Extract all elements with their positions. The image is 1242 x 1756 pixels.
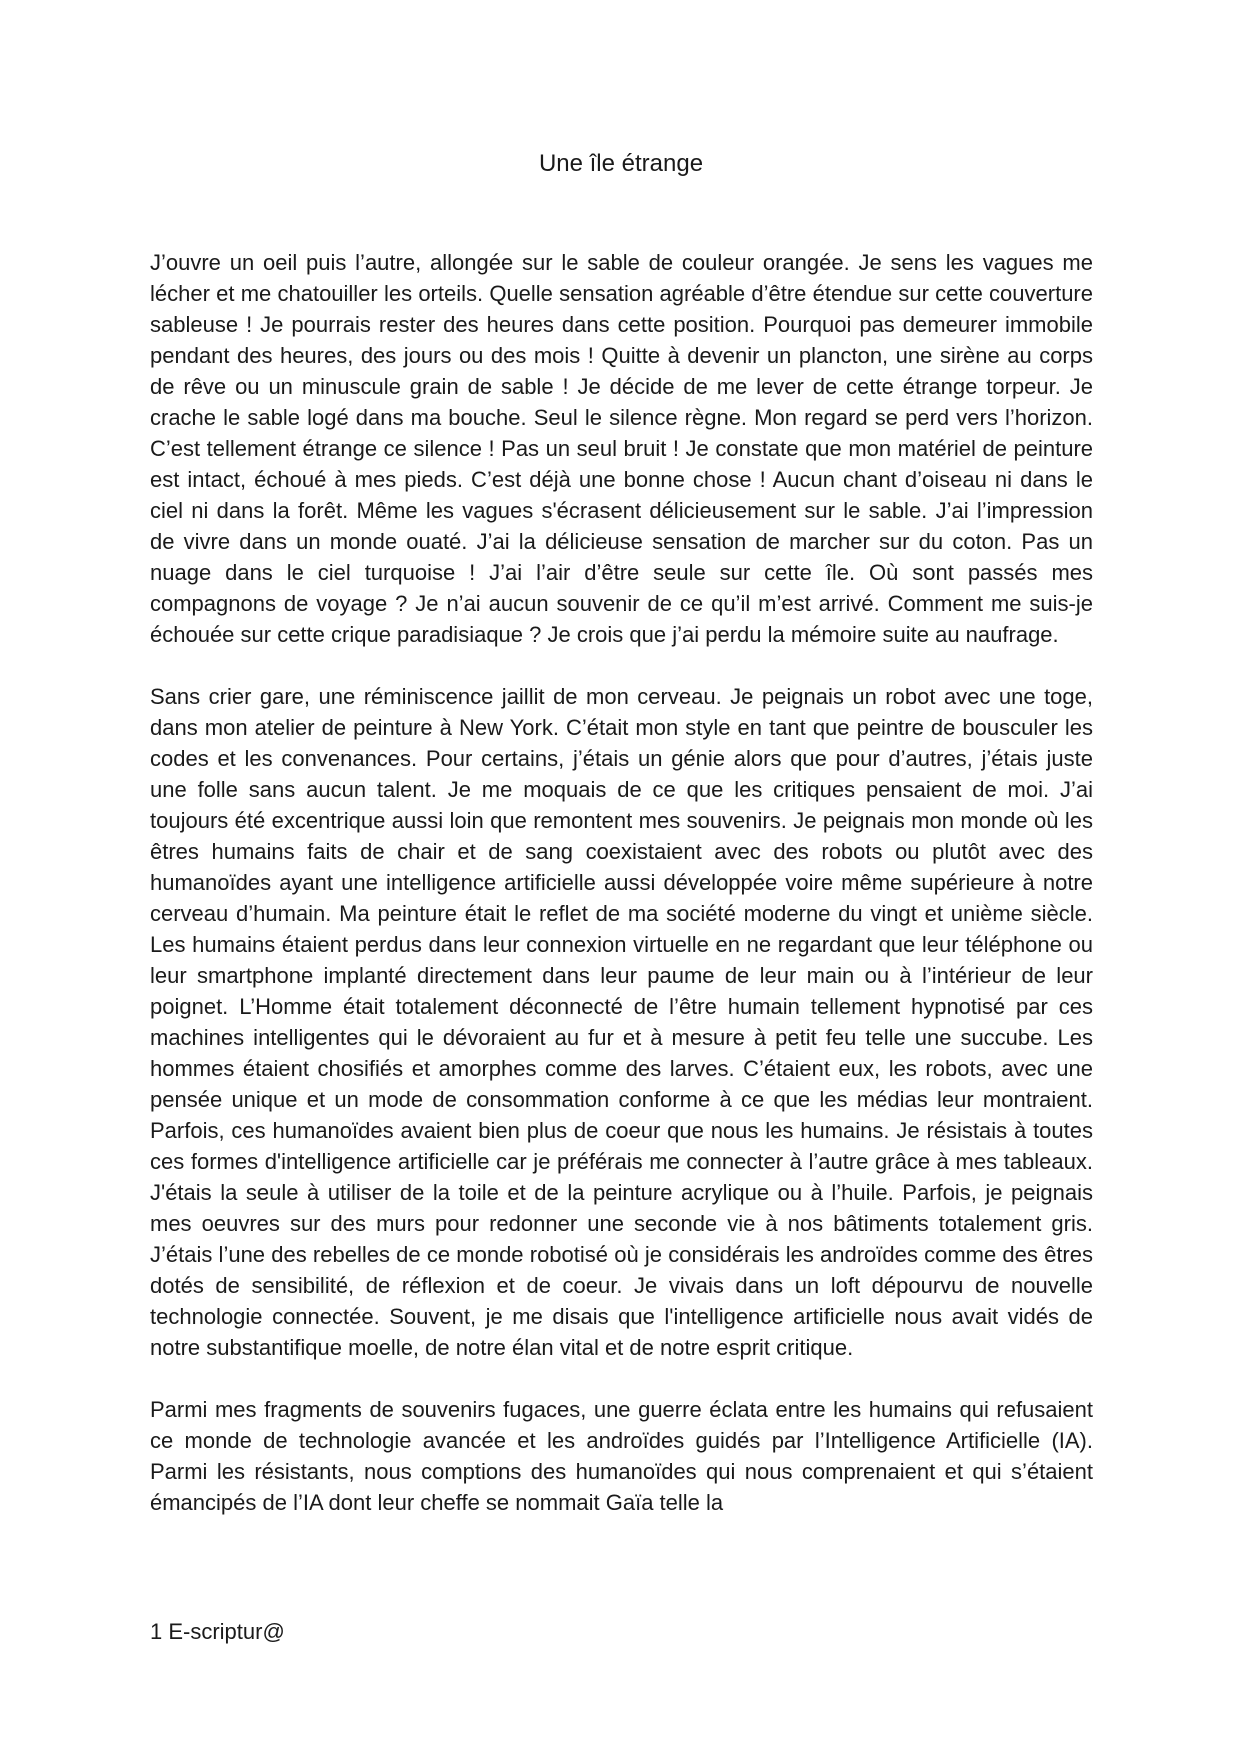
- paragraph: Parmi mes fragments de souvenirs fugaces, une guerre éclata entre les humains qui refusaient ce monde de technologie avancée et les androïdes guidés par l’Intelligence Artificielle (IA). Parmi les résistants, nous comptions des humanoïdes qui nous comprenaient et qui s’étaient émancipés de l’IA dont leur cheffe se nommait Gaïa telle la: [150, 1397, 1093, 1515]
- document-body: [150, 247, 1093, 1549]
- document-title: Une île étrange: [538, 150, 704, 177]
- page-footer: 1 E-scriptur@: [150, 1619, 285, 1644]
- paragraph: J’ouvre un oeil puis l’autre, allongée sur le sable de couleur orangée. Je sens les vagues me lécher et me chatouiller les orteils. Quelle sensation agréable d’être étendue sur cette couverture sableuse ! Je pourrais rester des heures dans cette position. Pourquoi pas demeurer immobile pendant des heures, des jours ou des mois ! Quitte à devenir un plancton, une sirène au corps de rêve ou un minuscule grain de sable ! Je décide de me lever de cette étrange torpeur. Je crache le sable logé dans ma bouche. Seul le silence règne. Mon regard se perd vers l’horizon. C’est tellement étrange ce silence ! Pas un seul bruit ! Je constate que mon matériel de peinture est intact, échoué à mes pieds. C’est déjà une bonne chose ! Aucun chant d’oiseau ni dans le ciel ni dans la forêt. Même les vagues s'écrasent délicieusement sur le sable. J’ai l’impression de vivre dans un monde ouaté. J’ai la délicieuse sensation de marcher sur du coton. Pas un nuage dans le ciel turquoise ! J’ai l’air d’être seule sur cette île. Où sont passés mes compagnons de voyage ? Je n’ai aucun souvenir de ce qu’il m’est arrivé. Comment me suis-je échouée sur cette crique paradisiaque ? Je crois que j’ai perdu la mémoire suite au naufrage.: [150, 250, 1093, 647]
- paragraph: Sans crier gare, une réminiscence jaillit de mon cerveau. Je peignais un robot avec une toge, dans mon atelier de peinture à New York. C’était mon style en tant que peintre de bousculer les codes et les convenances. Pour certains, j’étais un génie alors que pour d’autres, j’étais juste une folle sans aucun talent. Je me moquais de ce que les critiques pensaient de moi. J’ai toujours été excentrique aussi loin que remontent mes souvenirs. Je peignais mon monde où les êtres humains faits de chair et de sang coexistaient avec des robots ou plutôt avec des humanoïdes ayant une intelligence artificielle aussi développée voire même supérieure à notre cerveau d’humain. Ma peinture était le reflet de ma société moderne du vingt et unième siècle. Les humains étaient perdus dans leur connexion virtuelle en ne regardant que leur téléphone ou leur smartphone implanté directement dans leur paume de leur main ou à l’intérieur de leur poignet. L’Homme était totalement déconnecté de l’être humain tellement hypnotisé par ces machines intelligentes qui le dévoraient au fur et à mesure à petit feu telle une succube. Les hommes étaient chosifiés et amorphes comme des larves. C’étaient eux, les robots, avec une pensée unique et un mode de consommation conforme à ce que les médias leur montraient. Parfois, ces humanoïdes avaient bien plus de coeur que nous les humains. Je résistais à toutes ces formes d'intelligence artificielle car je préférais me connecter à l’autre grâce à mes tableaux. J'étais la seule à utiliser de la toile et de la peinture acrylique ou à l’huile. Parfois, je peignais mes oeuvres sur des murs pour redonner une seconde vie à nos bâtiments totalement gris. J’étais l’une des rebelles de ce monde robotisé où je considérais les androïdes comme des êtres dotés de sensibilité, de réflexion et de coeur. Je vivais dans un loft dépourvu de nouvelle technologie connectée. Souvent, je me disais que l'intelligence artificielle nous avait vidés de notre substantifique moelle, de notre élan vital et de notre esprit critique.: [150, 684, 1093, 1360]
